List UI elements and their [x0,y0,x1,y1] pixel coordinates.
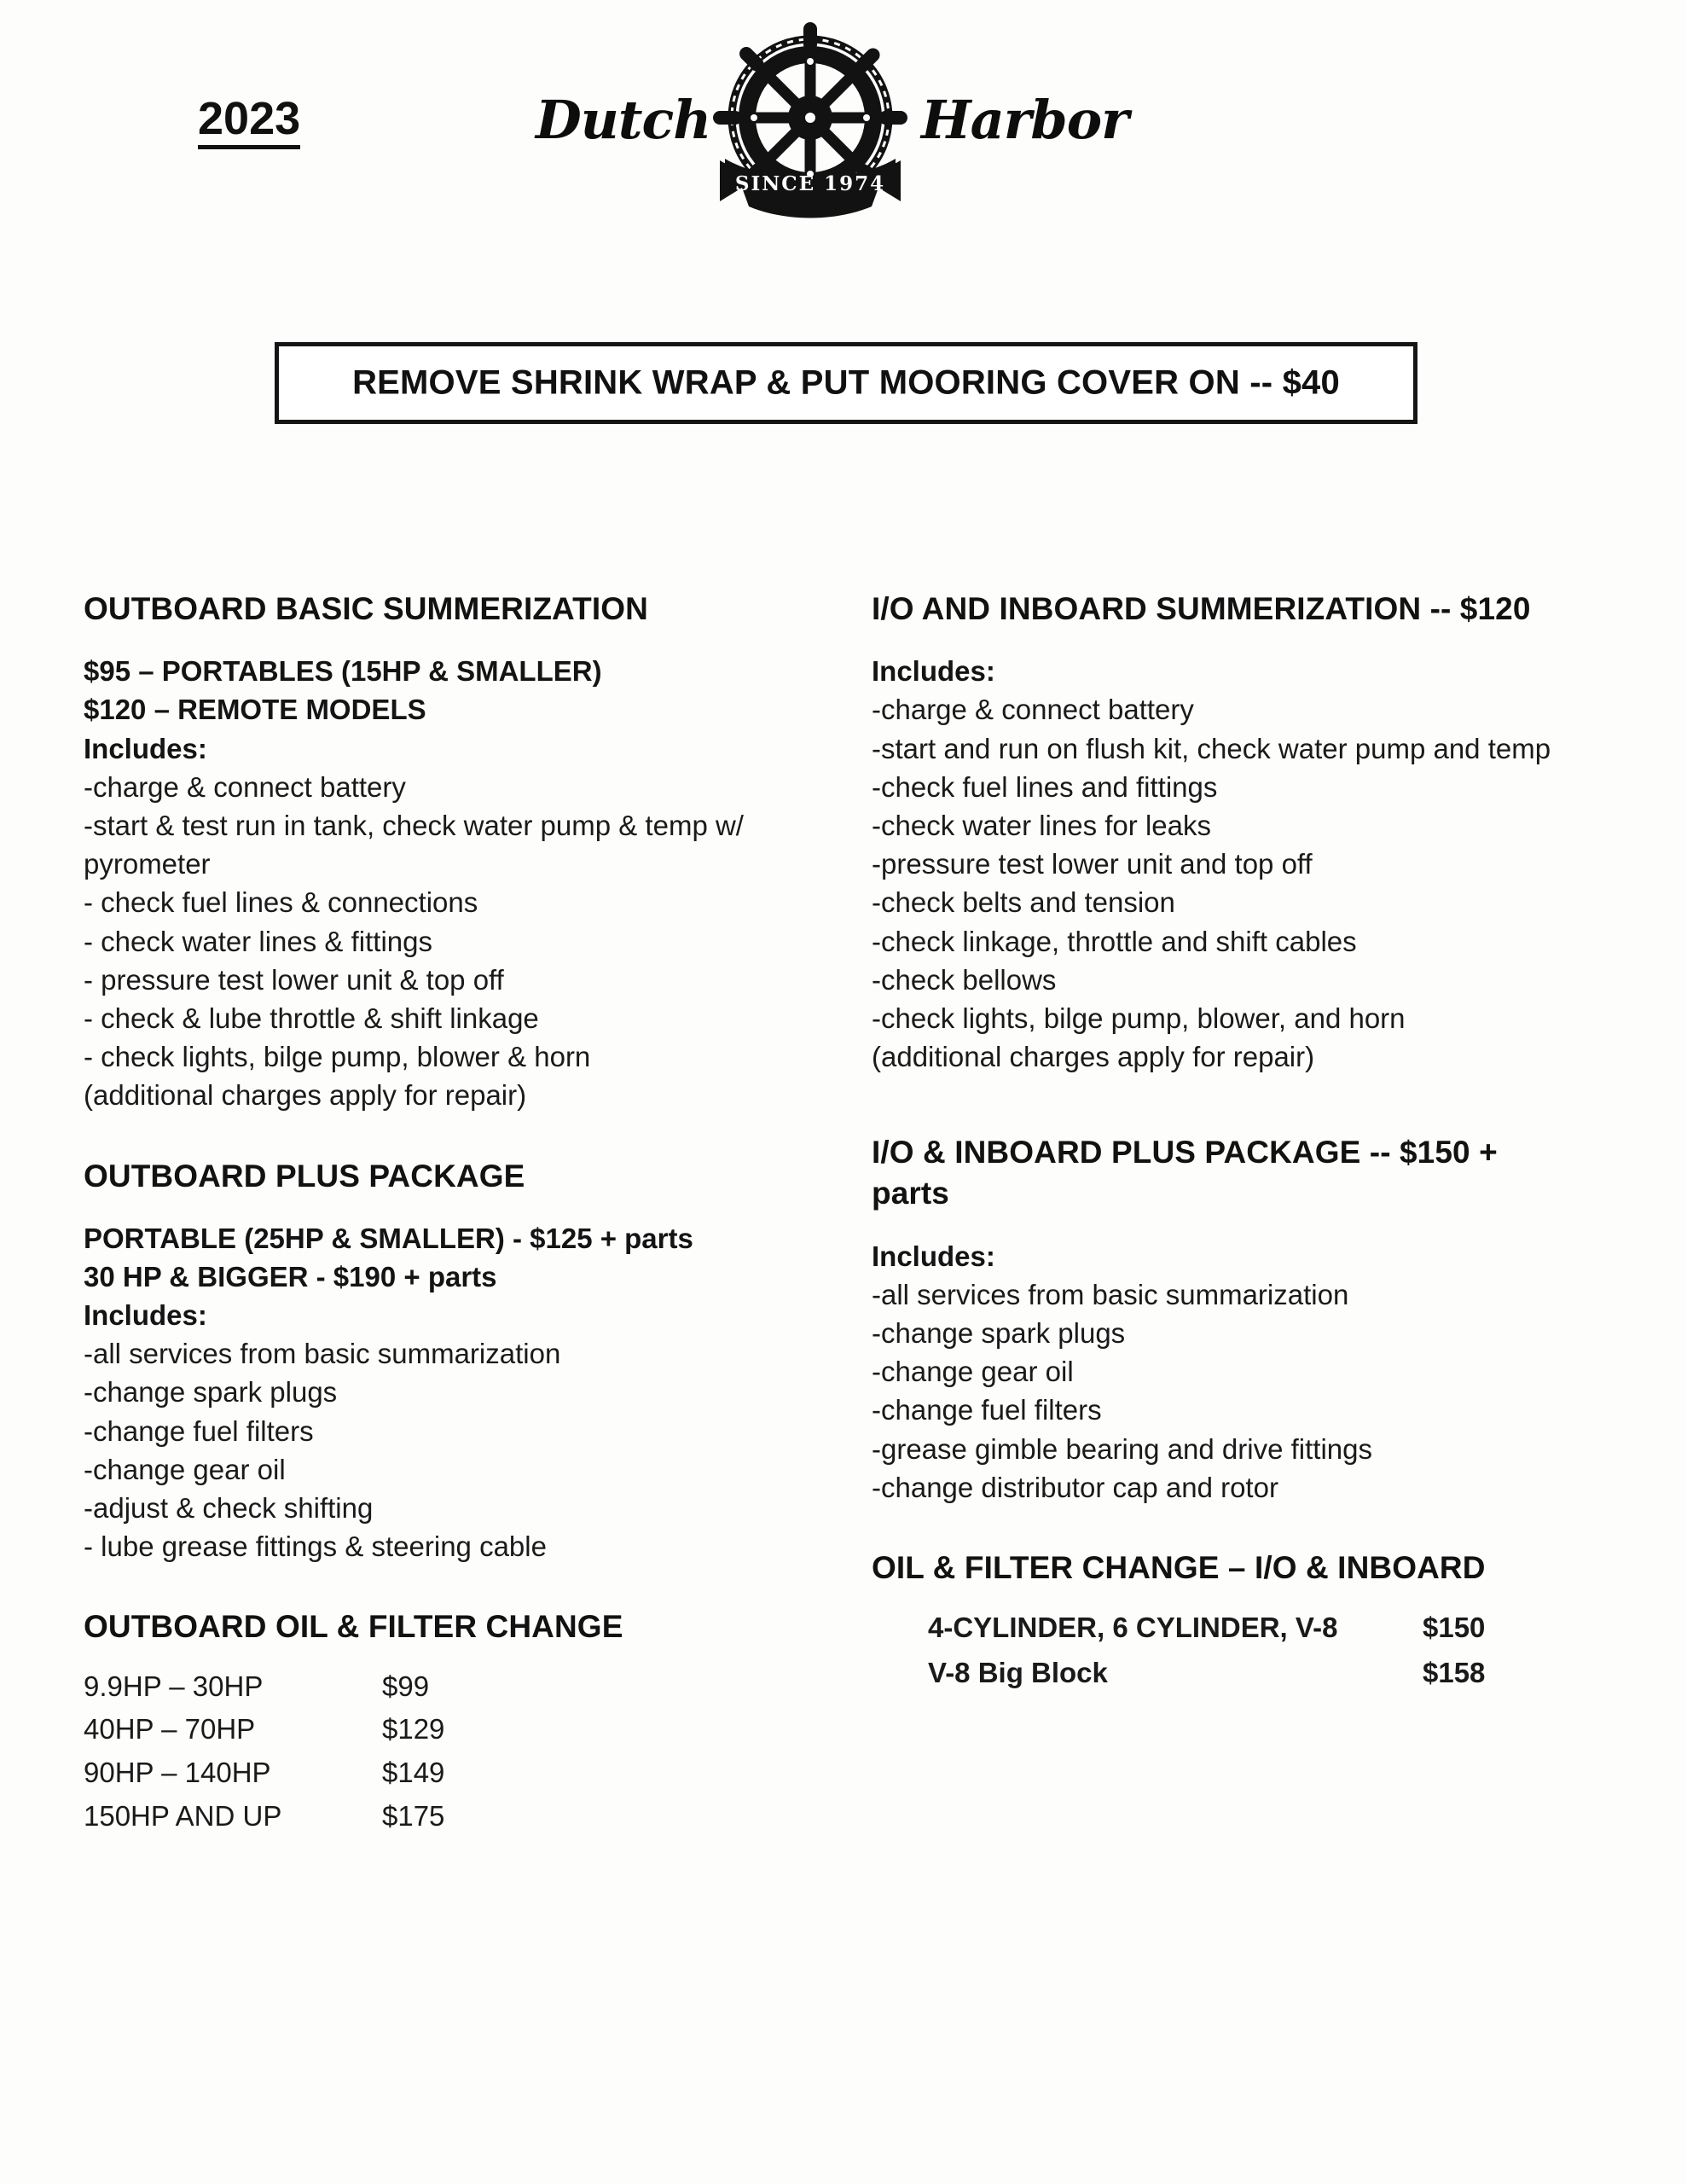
list-item: -change gear oil [84,1453,286,1485]
row-label: 150HP AND UP [84,1800,282,1833]
list-item: -check bellows [872,963,1057,996]
list-item: -check fuel lines and fittings [872,770,1218,803]
price-line: $120 – REMOTE MODELS [84,694,426,726]
spacer [872,1076,1580,1132]
list-item: - check & lube throttle & shift linkage [84,1002,539,1034]
year-label: 2023 [198,96,300,149]
brand-word-harbor: Harbor [921,89,1128,151]
includes-label: Includes: [872,1240,995,1272]
spacer [84,1115,791,1156]
mooring-cover-banner-text: REMOVE SHRINK WRAP & PUT MOORING COVER ON -- $40 [352,363,1340,402]
includes-label: Includes: [872,655,995,688]
list-item: - pressure test lower unit & top off [84,963,504,996]
section-title: OUTBOARD OIL & FILTER CHANGE [84,1609,623,1645]
section-io-inboard-oil-filter-change [872,1548,1580,1696]
right-column [872,589,1580,1696]
list-item: - lube grease fittings & steering cable [84,1531,547,1563]
page-header [0,0,1687,282]
list-item: -check water lines for leaks [872,809,1211,841]
list-item: -check belts and tension [872,886,1175,919]
list-item: -adjust & check shifting [84,1492,374,1525]
list-item: -all services from basic summarization [872,1278,1349,1310]
brand-word-dutch: Dutch [536,89,711,151]
outboard-oil-filter-price-table [84,1665,444,1839]
list-item: -change fuel filters [84,1414,314,1447]
list-item: - check lights, bilge pump, blower & horn [84,1041,591,1073]
row-label: 9.9HP – 30HP [84,1670,264,1702]
section-outboard-oil-filter-change [84,1606,791,1838]
left-column [84,589,791,1838]
table-row [928,1651,1576,1696]
section-title: OUTBOARD BASIC SUMMERIZATION [84,591,648,626]
section-title: I/O & INBOARD PLUS PACKAGE -- $150 + parts [872,1135,1498,1211]
list-item: -change fuel filters [872,1394,1102,1426]
ships-wheel-icon [708,17,913,230]
logo-banner-text: SINCE 1974 [734,172,886,195]
mooring-cover-banner [275,342,1417,424]
row-price: $158 [1423,1656,1486,1688]
row-label: 90HP – 140HP [84,1757,271,1789]
section-outboard-plus-package [84,1156,791,1566]
list-item: -charge & connect battery [872,694,1194,726]
row-label: 40HP – 70HP [84,1713,256,1745]
list-item: -change distributor cap and rotor [872,1471,1278,1503]
section-outboard-basic-summerization [84,589,791,1115]
price-line: 30 HP & BIGGER - $190 + parts [84,1260,497,1292]
row-price: $149 [382,1757,445,1789]
includes-label: Includes: [84,1299,207,1332]
list-item: -check lights, bilge pump, blower, and horn [872,1002,1406,1034]
list-item: -start & test run in tank, check water pump & temp w/ pyrometer [84,809,744,880]
price-line: PORTABLE (25HP & SMALLER) - $125 + parts [84,1222,693,1254]
spacer [84,1565,791,1606]
section-title: OUTBOARD PLUS PACKAGE [84,1158,525,1194]
list-item: -pressure test lower unit and top off [872,848,1313,880]
table-row [84,1795,444,1838]
section-io-inboard-plus-package [872,1132,1580,1507]
brand-logo [512,15,1194,263]
row-label: 4-CYLINDER, 6 CYLINDER, V-8 [928,1612,1338,1644]
io-inboard-oil-filter-price-table [928,1606,1576,1696]
list-item: -charge & connect battery [84,770,406,803]
section-title: OIL & FILTER CHANGE – I/O & INBOARD [872,1549,1486,1585]
row-price: $150 [1423,1612,1486,1644]
list-item: -change spark plugs [872,1316,1126,1349]
section-title: I/O AND INBOARD SUMMERIZATION -- $120 [872,591,1531,626]
spacer [872,1507,1580,1548]
table-row [84,1708,444,1751]
table-row [84,1751,444,1795]
table-row [84,1665,444,1709]
list-item: -change gear oil [872,1356,1074,1388]
section-io-inboard-summerization [872,589,1580,1076]
list-item: -all services from basic summarization [84,1338,561,1370]
row-price: $129 [382,1713,445,1745]
list-item: -start and run on flush kit, check water pump and temp [872,732,1551,764]
list-item: (additional charges apply for repair) [84,1079,527,1112]
list-item: - check water lines & fittings [84,925,432,957]
list-item: (additional charges apply for repair) [872,1041,1315,1073]
table-row [928,1606,1576,1651]
row-price: $175 [382,1800,445,1833]
row-price: $99 [382,1670,430,1702]
row-label: V-8 Big Block [928,1656,1108,1688]
list-item: -check linkage, throttle and shift cables [872,925,1357,957]
list-item: - check fuel lines & connections [84,886,478,919]
list-item: -grease gimble bearing and drive fittings [872,1432,1372,1465]
list-item: -change spark plugs [84,1376,338,1409]
includes-label: Includes: [84,732,207,764]
price-line: $95 – PORTABLES (15HP & SMALLER) [84,655,602,688]
